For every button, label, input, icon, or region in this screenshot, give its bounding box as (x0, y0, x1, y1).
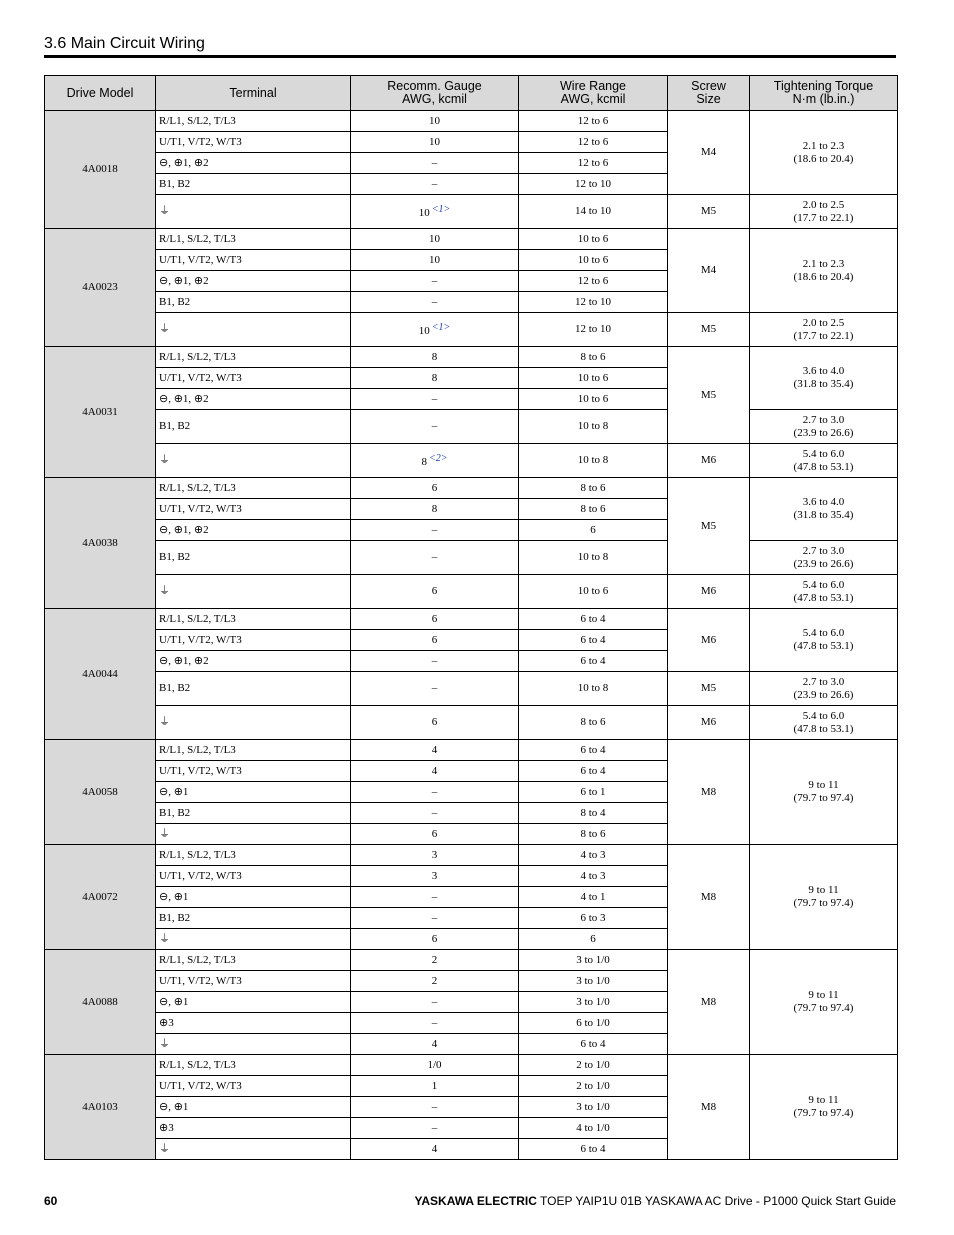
screw-size-cell: M8 (668, 950, 750, 1055)
gauge-value: 6 (431, 633, 438, 646)
torque-nm: 9 to 11 (808, 989, 839, 1001)
recommended-gauge-cell (351, 444, 519, 478)
wire-range-cell: 2 to 1/0 (519, 1076, 668, 1097)
terminal-cell: ⏚ (156, 1034, 351, 1055)
terminal-cell: R/L1, S/L2, T/L3 (156, 347, 351, 368)
terminal-cell: ⏚ (156, 313, 351, 347)
wire-range-cell: 8 to 6 (519, 347, 668, 368)
terminal-cell: R/L1, S/L2, T/L3 (156, 740, 351, 761)
recommended-gauge-cell (351, 672, 519, 706)
torque-lbin: (23.9 to 26.6) (793, 688, 854, 701)
torque-lbin: (18.6 to 20.4) (793, 152, 854, 165)
tightening-torque-cell (750, 111, 898, 195)
wire-range-cell: 6 to 4 (519, 1034, 668, 1055)
tightening-torque-cell (750, 609, 898, 672)
wire-range-cell: 6 (519, 929, 668, 950)
terminal-cell: B1, B2 (156, 803, 351, 824)
header-screw-line2: Size (696, 92, 721, 106)
header-tightening-torque (750, 76, 898, 111)
drive-model-cell: 4A0038 (45, 478, 156, 609)
table-row (45, 672, 898, 706)
screw-size-cell: M5 (668, 347, 750, 444)
wire-range-cell: 4 to 3 (519, 845, 668, 866)
recommended-gauge-cell (351, 153, 519, 174)
gauge-value: – (431, 890, 438, 903)
gauge-value: 3 (431, 869, 438, 882)
header-range-line2: AWG, kcmil (560, 92, 626, 106)
terminal-cell: B1, B2 (156, 908, 351, 929)
tightening-torque-cell (750, 541, 898, 575)
gauge-value: 1/0 (427, 1058, 442, 1071)
table-row (45, 229, 898, 250)
recommended-gauge-cell (351, 410, 519, 444)
gauge-value: – (431, 295, 438, 308)
wire-range-cell: 6 to 4 (519, 609, 668, 630)
header-terminal: Terminal (156, 76, 351, 111)
terminal-cell: ⊖, ⊕1 (156, 782, 351, 803)
terminal-cell: R/L1, S/L2, T/L3 (156, 229, 351, 250)
terminal-cell: ⊖, ⊕1, ⊕2 (156, 520, 351, 541)
header-screw-line1: Screw (691, 79, 726, 93)
wire-range-cell: 8 to 6 (519, 706, 668, 740)
table-row (45, 410, 898, 444)
table-row (45, 740, 898, 761)
header-gauge-line1: Recomm. Gauge (387, 79, 482, 93)
table-row (45, 478, 898, 499)
recommended-gauge-cell (351, 575, 519, 609)
torque-lbin: (47.8 to 53.1) (793, 722, 854, 735)
terminal-cell: ⏚ (156, 706, 351, 740)
recommended-gauge-cell (351, 761, 519, 782)
tightening-torque-cell (750, 575, 898, 609)
terminal-cell: B1, B2 (156, 292, 351, 313)
wire-range-cell: 10 to 8 (519, 672, 668, 706)
screw-size-cell: M5 (668, 195, 750, 229)
recommended-gauge-cell (351, 389, 519, 410)
footnote-ref: <1> (431, 204, 451, 215)
table-row (45, 575, 898, 609)
torque-nm: 2.1 to 2.3 (802, 257, 845, 270)
terminal-cell: ⊖, ⊕1, ⊕2 (156, 271, 351, 292)
gauge-value: – (431, 911, 438, 924)
terminal-cell: U/T1, V/T2, W/T3 (156, 1076, 351, 1097)
drive-model-cell: 4A0058 (45, 740, 156, 845)
terminal-cell: ⏚ (156, 575, 351, 609)
header-drive-model: Drive Model (45, 76, 156, 111)
recommended-gauge-cell (351, 368, 519, 389)
gauge-value: 6 (431, 585, 438, 597)
torque-nm: 2.0 to 2.5 (802, 316, 845, 329)
recommended-gauge-cell (351, 1013, 519, 1034)
drive-model-cell: 4A0088 (45, 950, 156, 1055)
recommended-gauge-cell (351, 630, 519, 651)
gauge-value: – (431, 392, 438, 405)
torque-nm: 5.4 to 6.0 (802, 447, 845, 460)
drive-model-cell: 4A0018 (45, 111, 156, 229)
tightening-torque-cell (750, 845, 898, 950)
terminal-cell: R/L1, S/L2, T/L3 (156, 111, 351, 132)
screw-size-cell: M6 (668, 706, 750, 740)
terminal-cell: U/T1, V/T2, W/T3 (156, 250, 351, 271)
torque-nm: 9 to 11 (808, 884, 839, 896)
recommended-gauge-cell (351, 706, 519, 740)
recommended-gauge-cell (351, 950, 519, 971)
wire-range-cell: 10 to 6 (519, 229, 668, 250)
recommended-gauge-cell (351, 803, 519, 824)
gauge-value: 6 (431, 932, 438, 945)
gauge-value: – (431, 1016, 438, 1029)
header-recommended-gauge (351, 76, 519, 111)
torque-lbin: (31.8 to 35.4) (793, 378, 854, 390)
torque-lbin: (79.7 to 97.4) (793, 1002, 854, 1014)
gauge-value: 10 (429, 114, 440, 127)
wire-range-cell: 2 to 1/0 (519, 1055, 668, 1076)
recommended-gauge-cell (351, 782, 519, 803)
main-circuit-wiring-table (44, 75, 898, 1160)
gauge-value: 1 (431, 1079, 438, 1092)
terminal-cell: ⏚ (156, 929, 351, 950)
gauge-value: 4 (431, 1037, 438, 1050)
gauge-value: – (431, 806, 438, 819)
wire-range-cell: 3 to 1/0 (519, 971, 668, 992)
tightening-torque-cell (750, 672, 898, 706)
recommended-gauge-cell (351, 195, 519, 229)
gauge-value: – (431, 274, 438, 287)
torque-nm: 3.6 to 4.0 (802, 365, 845, 377)
torque-lbin: (47.8 to 53.1) (793, 591, 854, 604)
terminal-cell: R/L1, S/L2, T/L3 (156, 1055, 351, 1076)
table-row (45, 609, 898, 630)
wire-range-cell: 6 to 4 (519, 740, 668, 761)
brand-name: YASKAWA ELECTRIC (414, 1194, 537, 1208)
wire-range-cell: 6 to 4 (519, 761, 668, 782)
torque-lbin: (17.7 to 22.1) (793, 211, 854, 224)
gauge-value: 10 (429, 135, 440, 148)
gauge-value: 8 (431, 502, 438, 515)
screw-size-cell: M6 (668, 444, 750, 478)
screw-size-cell: M4 (668, 111, 750, 195)
torque-nm: 3.6 to 4.0 (802, 496, 845, 508)
gauge-value: 6 (431, 612, 438, 625)
gauge-value: 2 (431, 974, 438, 987)
recommended-gauge-cell (351, 971, 519, 992)
gauge-value: 6 (431, 827, 438, 840)
terminal-cell: B1, B2 (156, 672, 351, 706)
torque-lbin: (18.6 to 20.4) (793, 270, 854, 283)
gauge-value: 2 (431, 953, 438, 966)
tightening-torque-cell (750, 478, 898, 541)
gauge-value: 10 (429, 232, 440, 245)
gauge-value: 3 (431, 848, 438, 861)
terminal-cell: R/L1, S/L2, T/L3 (156, 478, 351, 499)
wire-range-cell: 6 (519, 520, 668, 541)
wire-range-cell: 4 to 1/0 (519, 1118, 668, 1139)
footnote-ref: <2> (429, 453, 448, 464)
tightening-torque-cell (750, 195, 898, 229)
terminal-cell: B1, B2 (156, 541, 351, 575)
terminal-cell: B1, B2 (156, 410, 351, 444)
tightening-torque-cell (750, 347, 898, 410)
recommended-gauge-cell (351, 174, 519, 195)
header-range-line1: Wire Range (560, 79, 626, 93)
gauge-value: – (431, 995, 438, 1008)
recommended-gauge-cell (351, 229, 519, 250)
screw-size-cell: M6 (668, 609, 750, 672)
terminal-cell: R/L1, S/L2, T/L3 (156, 950, 351, 971)
drive-model-cell: 4A0103 (45, 1055, 156, 1160)
terminal-cell: U/T1, V/T2, W/T3 (156, 866, 351, 887)
wire-range-cell: 10 to 6 (519, 575, 668, 609)
tightening-torque-cell (750, 950, 898, 1055)
footnote-ref: <1> (431, 322, 451, 333)
table-row (45, 444, 898, 478)
recommended-gauge-cell (351, 887, 519, 908)
recommended-gauge-cell (351, 1034, 519, 1055)
terminal-cell: U/T1, V/T2, W/T3 (156, 630, 351, 651)
wire-range-cell: 12 to 10 (519, 313, 668, 347)
gauge-value: – (431, 420, 438, 432)
table-row (45, 706, 898, 740)
wire-range-cell: 3 to 1/0 (519, 1097, 668, 1118)
recommended-gauge-cell (351, 845, 519, 866)
table-row (45, 313, 898, 347)
torque-lbin: (79.7 to 97.4) (793, 897, 854, 909)
wire-range-cell: 10 to 8 (519, 541, 668, 575)
torque-nm: 5.4 to 6.0 (802, 627, 845, 639)
gauge-value: – (431, 682, 438, 694)
screw-size-cell: M5 (668, 672, 750, 706)
recommended-gauge-cell (351, 929, 519, 950)
recommended-gauge-cell (351, 609, 519, 630)
recommended-gauge-cell (351, 651, 519, 672)
torque-lbin: (79.7 to 97.4) (793, 792, 854, 804)
wire-range-cell: 4 to 3 (519, 866, 668, 887)
wire-range-cell: 8 to 6 (519, 478, 668, 499)
recommended-gauge-cell (351, 292, 519, 313)
terminal-cell: ⊖, ⊕1 (156, 1097, 351, 1118)
table-header-row (45, 76, 898, 111)
tightening-torque-cell (750, 444, 898, 478)
recommended-gauge-cell (351, 347, 519, 368)
torque-nm: 5.4 to 6.0 (802, 578, 845, 591)
gauge-value: 8 (431, 371, 438, 384)
torque-nm: 9 to 11 (808, 1094, 839, 1106)
wire-range-cell: 12 to 6 (519, 111, 668, 132)
recommended-gauge-cell (351, 313, 519, 347)
document-reference (414, 1194, 896, 1208)
terminal-cell: R/L1, S/L2, T/L3 (156, 845, 351, 866)
wire-range-cell: 10 to 6 (519, 389, 668, 410)
terminal-cell: U/T1, V/T2, W/T3 (156, 971, 351, 992)
table-row (45, 845, 898, 866)
wire-range-cell: 8 to 6 (519, 499, 668, 520)
screw-size-cell: M5 (668, 313, 750, 347)
torque-nm: 2.0 to 2.5 (802, 198, 845, 211)
terminal-cell: ⊖, ⊕1, ⊕2 (156, 651, 351, 672)
recommended-gauge-cell (351, 499, 519, 520)
header-screw-size (668, 76, 750, 111)
recommended-gauge-cell (351, 1055, 519, 1076)
terminal-cell: R/L1, S/L2, T/L3 (156, 609, 351, 630)
torque-lbin: (31.8 to 35.4) (793, 509, 854, 521)
gauge-value: – (431, 785, 438, 798)
wire-range-cell: 12 to 6 (519, 153, 668, 174)
gauge-value: – (431, 177, 438, 190)
tightening-torque-cell (750, 313, 898, 347)
table-row (45, 111, 898, 132)
recommended-gauge-cell (351, 908, 519, 929)
section-title: 3.6 Main Circuit Wiring (44, 34, 896, 58)
gauge-value: 8 (421, 456, 427, 468)
wire-range-cell: 10 to 6 (519, 368, 668, 389)
drive-model-cell: 4A0072 (45, 845, 156, 950)
gauge-value: – (431, 156, 438, 169)
recommended-gauge-cell (351, 866, 519, 887)
recommended-gauge-cell (351, 1097, 519, 1118)
screw-size-cell: M8 (668, 845, 750, 950)
gauge-value: 6 (431, 716, 438, 728)
terminal-cell: B1, B2 (156, 174, 351, 195)
gauge-value: 4 (431, 743, 438, 756)
torque-lbin: (23.9 to 26.6) (793, 557, 854, 570)
terminal-cell: ⊖, ⊕1, ⊕2 (156, 389, 351, 410)
wire-range-cell: 12 to 10 (519, 174, 668, 195)
recommended-gauge-cell (351, 111, 519, 132)
recommended-gauge-cell (351, 1139, 519, 1160)
gauge-value: – (431, 1100, 438, 1113)
recommended-gauge-cell (351, 740, 519, 761)
terminal-cell: U/T1, V/T2, W/T3 (156, 132, 351, 153)
torque-lbin: (79.7 to 97.4) (793, 1107, 854, 1119)
terminal-cell: ⏚ (156, 195, 351, 229)
document-title: TOEP YAIP1U 01B YASKAWA AC Drive - P1000 Quick Start Guide (540, 1194, 896, 1208)
wire-range-cell: 14 to 10 (519, 195, 668, 229)
torque-nm: 9 to 11 (808, 779, 839, 791)
torque-nm: 2.7 to 3.0 (802, 675, 845, 688)
terminal-cell: ⏚ (156, 1139, 351, 1160)
terminal-cell: ⏚ (156, 444, 351, 478)
table-body (45, 111, 898, 1160)
torque-nm: 2.7 to 3.0 (802, 544, 845, 557)
gauge-value: 8 (431, 350, 438, 363)
drive-model-cell: 4A0044 (45, 609, 156, 740)
terminal-cell: ⊖, ⊕1 (156, 992, 351, 1013)
recommended-gauge-cell (351, 132, 519, 153)
gauge-value: 10 (418, 325, 430, 337)
recommended-gauge-cell (351, 541, 519, 575)
table-row (45, 347, 898, 368)
terminal-cell: ⊖, ⊕1, ⊕2 (156, 153, 351, 174)
wire-range-cell: 12 to 10 (519, 292, 668, 313)
gauge-value: – (431, 551, 438, 563)
gauge-value: 10 (429, 253, 440, 266)
wire-range-cell: 10 to 8 (519, 410, 668, 444)
torque-lbin: (47.8 to 53.1) (793, 640, 854, 652)
screw-size-cell: M4 (668, 229, 750, 313)
terminal-cell: U/T1, V/T2, W/T3 (156, 761, 351, 782)
recommended-gauge-cell (351, 1076, 519, 1097)
screw-size-cell: M6 (668, 575, 750, 609)
recommended-gauge-cell (351, 1118, 519, 1139)
screw-size-cell: M8 (668, 1055, 750, 1160)
header-torque-line1: Tightening Torque (773, 79, 874, 93)
wire-range-cell: 12 to 6 (519, 132, 668, 153)
gauge-value: – (431, 1121, 438, 1134)
tightening-torque-cell (750, 229, 898, 313)
torque-lbin: (23.9 to 26.6) (793, 426, 854, 439)
terminal-cell: U/T1, V/T2, W/T3 (156, 368, 351, 389)
table-row (45, 541, 898, 575)
header-torque-line2: N·m (lb.in.) (792, 92, 855, 106)
wire-range-cell: 6 to 1 (519, 782, 668, 803)
wire-range-cell: 4 to 1 (519, 887, 668, 908)
screw-size-cell: M5 (668, 478, 750, 575)
table-row (45, 950, 898, 971)
wire-range-cell: 8 to 4 (519, 803, 668, 824)
torque-nm: 2.7 to 3.0 (802, 413, 845, 426)
recommended-gauge-cell (351, 992, 519, 1013)
wire-range-cell: 8 to 6 (519, 824, 668, 845)
wire-range-cell: 6 to 4 (519, 651, 668, 672)
wire-range-cell: 6 to 4 (519, 630, 668, 651)
wire-range-cell: 3 to 1/0 (519, 992, 668, 1013)
gauge-value: 4 (431, 1142, 438, 1155)
header-wire-range (519, 76, 668, 111)
recommended-gauge-cell (351, 520, 519, 541)
gauge-value: – (431, 523, 438, 536)
torque-nm: 5.4 to 6.0 (802, 709, 845, 722)
gauge-value: 10 (418, 207, 430, 219)
gauge-value: – (431, 654, 438, 667)
table-row (45, 1055, 898, 1076)
recommended-gauge-cell (351, 250, 519, 271)
wire-range-cell: 6 to 3 (519, 908, 668, 929)
torque-nm: 2.1 to 2.3 (802, 139, 845, 152)
tightening-torque-cell (750, 1055, 898, 1160)
drive-model-cell: 4A0023 (45, 229, 156, 347)
table-row (45, 195, 898, 229)
header-gauge-line2: AWG, kcmil (402, 92, 467, 106)
wire-range-cell: 6 to 4 (519, 1139, 668, 1160)
tightening-torque-cell (750, 410, 898, 444)
tightening-torque-cell (750, 706, 898, 740)
tightening-torque-cell (750, 740, 898, 845)
torque-lbin: (17.7 to 22.1) (793, 329, 854, 342)
terminal-cell: ⊖, ⊕1 (156, 887, 351, 908)
gauge-value: 6 (431, 481, 438, 494)
gauge-value: 4 (431, 764, 438, 777)
recommended-gauge-cell (351, 478, 519, 499)
recommended-gauge-cell (351, 271, 519, 292)
page-number: 60 (44, 1194, 58, 1208)
wire-range-cell: 12 to 6 (519, 271, 668, 292)
terminal-cell: U/T1, V/T2, W/T3 (156, 499, 351, 520)
terminal-cell: ⊕3 (156, 1118, 351, 1139)
recommended-gauge-cell (351, 824, 519, 845)
wire-range-cell: 10 to 8 (519, 444, 668, 478)
terminal-cell: ⊕3 (156, 1013, 351, 1034)
wire-range-cell: 3 to 1/0 (519, 950, 668, 971)
terminal-cell: ⏚ (156, 824, 351, 845)
wire-range-cell: 6 to 1/0 (519, 1013, 668, 1034)
screw-size-cell: M8 (668, 740, 750, 845)
torque-lbin: (47.8 to 53.1) (793, 460, 854, 473)
wire-range-cell: 10 to 6 (519, 250, 668, 271)
drive-model-cell: 4A0031 (45, 347, 156, 478)
